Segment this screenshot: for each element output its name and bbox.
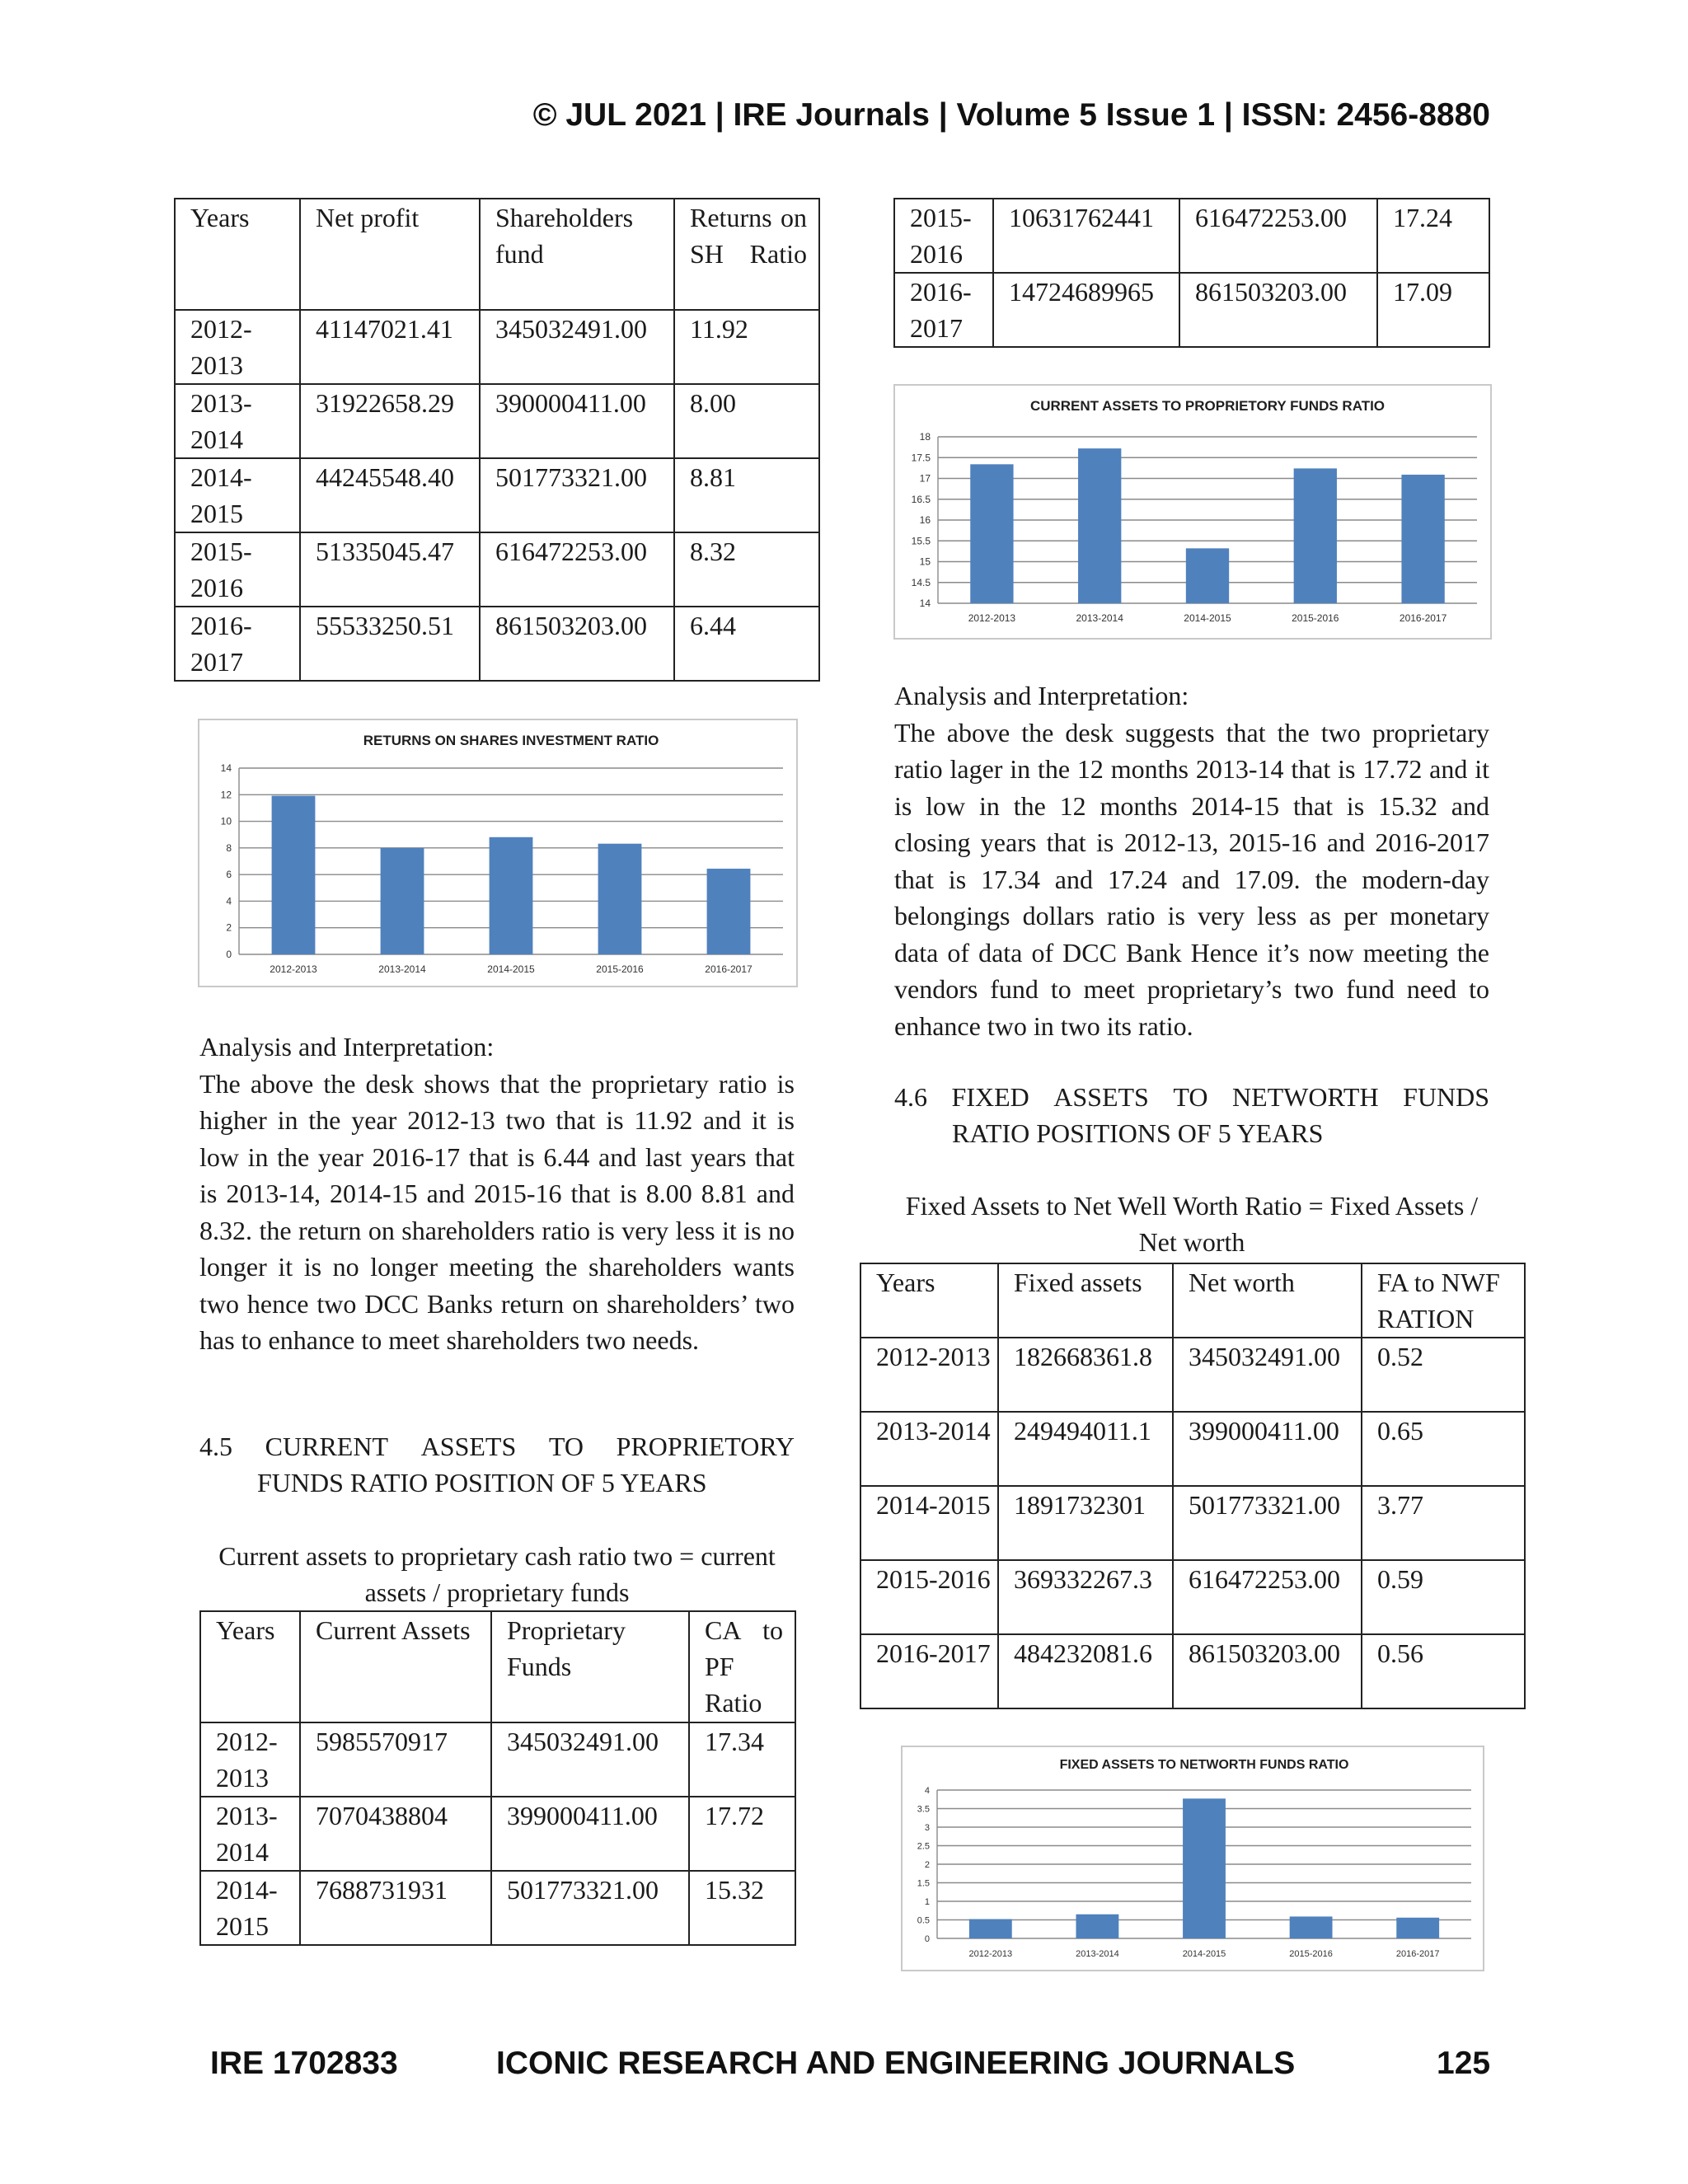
y-tick-label: 18 — [919, 431, 931, 443]
section-4-6-heading — [894, 1079, 1489, 1151]
y-tick-label: 2 — [924, 1860, 930, 1870]
y-tick-label: 4 — [226, 895, 232, 907]
table-cell: 616472253.00 — [480, 532, 674, 607]
y-tick-label: 2 — [226, 921, 232, 934]
table-header-cell: Shareholders fund — [480, 199, 674, 310]
fixed-assets-table — [860, 1263, 1526, 1709]
bar — [272, 796, 316, 954]
section-number: 4.6 — [894, 1082, 927, 1112]
table-cell: 369332267.3 — [998, 1560, 1173, 1634]
x-tick-label: 2016-2017 — [705, 963, 753, 975]
y-tick-label: 14 — [220, 762, 232, 774]
x-tick-label: 2015-2016 — [1292, 612, 1339, 624]
x-tick-label: 2013-2014 — [1076, 1949, 1119, 1959]
heading-line2: FUNDS RATIO POSITION OF 5 YEARS — [257, 1468, 707, 1497]
footer-page-number: 125 — [1437, 2046, 1491, 2081]
table-cell: 399000411.00 — [1173, 1412, 1362, 1486]
heading-word: TO — [1173, 1082, 1208, 1112]
table-cell: 2012-2013 — [200, 1722, 300, 1797]
table-cell: 861503203.00 — [480, 607, 674, 681]
y-tick-label: 14.5 — [911, 576, 931, 588]
left-analysis — [199, 1029, 795, 1359]
x-tick-label: 2016-2017 — [1399, 612, 1447, 624]
table-cell: 5985570917 — [300, 1722, 491, 1797]
heading-word: NETWORTH — [1231, 1082, 1379, 1112]
table-cell: 861503203.00 — [1173, 1634, 1362, 1708]
chart-title: CURRENT ASSETS TO PROPRIETORY FUNDS RATIO — [1029, 398, 1386, 414]
y-tick-label: 0 — [226, 949, 232, 960]
table-cell: 501773321.00 — [480, 458, 674, 532]
table-cell: 0.65 — [1362, 1412, 1525, 1486]
table-cell: 17.72 — [689, 1797, 795, 1871]
table-cell: 2012-2013 — [175, 310, 300, 384]
y-tick-label: 4 — [924, 1786, 930, 1796]
table-cell: 861503203.00 — [1179, 273, 1377, 347]
table-cell: 15.32 — [689, 1871, 795, 1945]
analysis-body: The above the desk shows that the proprietary ratio is higher in the year 2012-13 two that is 11.92 and it is low in the year 2016-17 that is 6.44 and last years that is 2013-14, 2014-15 and 2015-16 that is 8.00 8.81 and 8.32. the return on shareholders ratio is very less it is no longer it is no longer meeting the shareholders wants two hence two DCC Banks return on shareholders’ two has to enhance to meet shareholders two needs. — [199, 1068, 795, 1355]
table-cell: 2013-2014 — [175, 384, 300, 458]
returns-chart — [198, 719, 798, 987]
table-cell: 249494011.1 — [998, 1412, 1173, 1486]
fixed-assets-chart — [901, 1746, 1484, 1971]
current-assets-table-continued — [893, 198, 1490, 348]
y-tick-label: 12 — [220, 789, 232, 801]
table-cell: 17.09 — [1377, 273, 1489, 347]
y-tick-label: 15.5 — [911, 535, 931, 547]
current-assets-table — [199, 1610, 796, 1946]
table-header-cell: Current Assets — [300, 1611, 491, 1722]
table-cell: 0.52 — [1362, 1338, 1525, 1412]
section-4-6-formula: Fixed Assets to Net Well Worth Ratio = Fixed Assets / Net worth — [905, 1191, 1479, 1257]
table-cell: 2015-2016 — [894, 199, 993, 273]
heading-word: PROPRIETORY — [616, 1432, 795, 1461]
table-cell: 616472253.00 — [1173, 1560, 1362, 1634]
table-header-cell: Proprietary Funds — [491, 1611, 689, 1722]
right-analysis — [894, 677, 1489, 1044]
table-cell: 501773321.00 — [491, 1871, 689, 1945]
section-4-5-formula: Current assets to proprietary cash ratio two = current assets / proprietary funds — [218, 1541, 776, 1607]
bar — [381, 848, 424, 954]
y-tick-label: 15 — [919, 555, 931, 568]
y-tick-label: 1 — [924, 1897, 930, 1907]
analysis-title: Analysis and Interpretation: — [199, 1032, 495, 1062]
y-tick-label: 17.5 — [911, 452, 931, 464]
bar — [1290, 1916, 1333, 1938]
table-header-cell: Net worth — [1173, 1263, 1362, 1338]
bar — [1401, 475, 1444, 603]
table-cell: 2015-2016 — [860, 1560, 998, 1634]
journal-header: © JUL 2021 | IRE Journals | Volume 5 Issue 1 | ISSN: 2456-8880 — [532, 97, 1490, 133]
y-tick-label: 14 — [919, 598, 931, 609]
table-header-cell: Fixed assets — [998, 1263, 1173, 1338]
table-cell: 2016-2017 — [860, 1634, 998, 1708]
x-tick-label: 2013-2014 — [1076, 612, 1123, 624]
y-tick-label: 10 — [220, 815, 232, 827]
current-assets-chart — [893, 384, 1492, 640]
table-cell: 31922658.29 — [300, 384, 480, 458]
table-cell: 55533250.51 — [300, 607, 480, 681]
table-header-cell: CA to PF Ratio — [689, 1611, 795, 1722]
analysis-title: Analysis and Interpretation: — [894, 681, 1189, 710]
y-tick-label: 16.5 — [911, 493, 931, 505]
y-tick-label: 17 — [919, 472, 931, 485]
current-assets-chart-svg — [895, 386, 1490, 638]
returns-on-sh-table — [174, 198, 820, 682]
y-tick-label: 3 — [924, 1823, 930, 1833]
analysis-body: The above the desk suggests that the two proprietary ratio lager in the 12 months 2013-14 that is 17.72 and it is low in the 12 months 2014-15 that is 15.32 and closing years that is 2012-13, 2015-16 and 2016-2017 that is 17.34 and 17.24 and 17.09. the modern-day belongings dollars ratio is very less as per monetary data of data of DCC Bank Hence it’s now meeting the vendors fund to meet proprietary’s two fund need to enhance two in two its ratio. — [894, 717, 1489, 1041]
table-header-cell: Years — [200, 1611, 300, 1722]
x-tick-label: 2016-2017 — [1395, 1949, 1440, 1959]
table-cell: 6.44 — [674, 607, 819, 681]
table-cell: 399000411.00 — [491, 1797, 689, 1871]
x-tick-label: 2012-2013 — [270, 963, 317, 975]
table-cell: 390000411.00 — [480, 384, 674, 458]
x-tick-label: 2012-2013 — [968, 612, 1016, 624]
heading-word: TO — [548, 1432, 584, 1461]
table-cell: 8.32 — [674, 532, 819, 607]
heading-word: FIXED — [951, 1082, 1029, 1112]
table-cell: 8.81 — [674, 458, 819, 532]
bar — [1186, 548, 1229, 603]
x-tick-label: 2013-2014 — [378, 963, 426, 975]
x-tick-label: 2012-2013 — [968, 1949, 1013, 1959]
table-cell: 345032491.00 — [480, 310, 674, 384]
fixed-assets-chart-svg — [903, 1747, 1483, 1970]
bar — [707, 869, 751, 954]
table-cell: 10631762441 — [993, 199, 1179, 273]
heading-word: FUNDS — [1403, 1082, 1489, 1112]
table-cell: 3.77 — [1362, 1486, 1525, 1560]
table-cell: 2013-2014 — [200, 1797, 300, 1871]
heading-line2: RATIO POSITIONS OF 5 YEARS — [952, 1118, 1324, 1148]
heading-word: ASSETS — [1053, 1082, 1149, 1112]
table-cell: 8.00 — [674, 384, 819, 458]
table-cell: 2016-2017 — [894, 273, 993, 347]
table-cell: 0.56 — [1362, 1634, 1525, 1708]
heading-word: CURRENT — [265, 1432, 388, 1461]
table-header-cell: Years — [860, 1263, 998, 1338]
bar — [1078, 448, 1121, 603]
table-cell: 345032491.00 — [1173, 1338, 1362, 1412]
bar — [1294, 468, 1337, 603]
table-cell: 2014-2015 — [175, 458, 300, 532]
table-cell: 2013-2014 — [860, 1412, 998, 1486]
table-header-cell: Net profit — [300, 199, 480, 310]
y-tick-label: 6 — [226, 869, 232, 881]
table-cell: 44245548.40 — [300, 458, 480, 532]
x-tick-label: 2014-2015 — [487, 963, 535, 975]
table-cell: 17.24 — [1377, 199, 1489, 273]
y-tick-label: 16 — [919, 514, 931, 526]
x-tick-label: 2015-2016 — [596, 963, 644, 975]
bar — [969, 1919, 1012, 1938]
table-cell: 2016-2017 — [175, 607, 300, 681]
table-cell: 2012-2013 — [860, 1338, 998, 1412]
table-cell: 345032491.00 — [491, 1722, 689, 1797]
heading-word: ASSETS — [420, 1432, 517, 1461]
y-tick-label: 3.5 — [917, 1804, 930, 1815]
table-cell: 501773321.00 — [1173, 1486, 1362, 1560]
table-cell: 182668361.8 — [998, 1338, 1173, 1412]
footer-id: IRE 1702833 — [210, 2046, 398, 2081]
journal-footer — [0, 2046, 1688, 2095]
bar — [1183, 1798, 1226, 1938]
table-cell: 484232081.6 — [998, 1634, 1173, 1708]
returns-chart-svg — [199, 720, 796, 986]
bar — [490, 837, 533, 954]
bar — [598, 844, 642, 954]
table-cell: 0.59 — [1362, 1560, 1525, 1634]
x-tick-label: 2014-2015 — [1184, 612, 1231, 624]
table-cell: 2015-2016 — [175, 532, 300, 607]
table-cell: 51335045.47 — [300, 532, 480, 607]
y-tick-label: 0 — [924, 1934, 930, 1944]
table-cell: 2014-2015 — [860, 1486, 998, 1560]
table-cell: 7688731931 — [300, 1871, 491, 1945]
table-cell: 7070438804 — [300, 1797, 491, 1871]
bar — [1396, 1918, 1439, 1938]
bar — [1076, 1915, 1118, 1938]
footer-journal-name: ICONIC RESEARCH AND ENGINEERING JOURNALS — [496, 2046, 1296, 2081]
table-header-cell: Returns on SH Ratio — [674, 199, 819, 310]
y-tick-label: 8 — [226, 841, 232, 854]
table-cell: 41147021.41 — [300, 310, 480, 384]
x-tick-label: 2014-2015 — [1182, 1949, 1226, 1959]
chart-title: FIXED ASSETS TO NETWORTH FUNDS RATIO — [1059, 1758, 1349, 1772]
table-cell: 17.34 — [689, 1722, 795, 1797]
x-tick-label: 2015-2016 — [1289, 1949, 1333, 1959]
table-cell: 14724689965 — [993, 273, 1179, 347]
table-cell: 1891732301 — [998, 1486, 1173, 1560]
table-header-cell: FA to NWF RATION — [1362, 1263, 1525, 1338]
bar — [970, 464, 1013, 603]
section-number: 4.5 — [199, 1432, 232, 1461]
table-cell: 616472253.00 — [1179, 199, 1377, 273]
y-tick-label: 0.5 — [917, 1915, 930, 1926]
table-cell: 2014-2015 — [200, 1871, 300, 1945]
table-cell: 11.92 — [674, 310, 819, 384]
section-4-5-heading — [199, 1428, 795, 1501]
y-tick-label: 1.5 — [917, 1878, 930, 1889]
y-tick-label: 2.5 — [917, 1841, 930, 1852]
chart-title: RETURNS ON SHARES INVESTMENT RATIO — [363, 733, 659, 748]
table-header-cell: Years — [175, 199, 300, 310]
